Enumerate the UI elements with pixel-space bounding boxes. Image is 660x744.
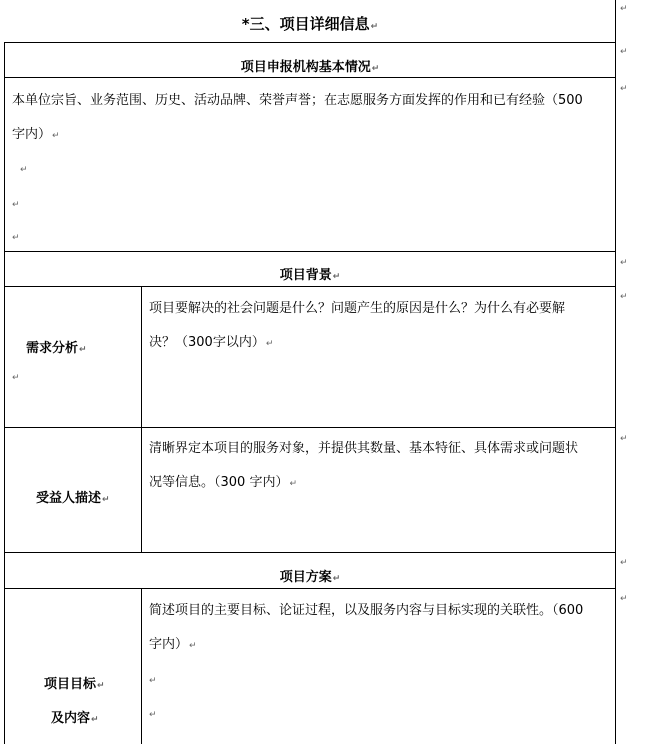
need-analysis-line: 决？（300字以内）	[149, 335, 265, 350]
page-title	[4, 13, 616, 34]
row-end-mark: ↵	[620, 558, 628, 568]
rule	[4, 251, 616, 252]
goals-line: 字内）	[149, 637, 189, 652]
rule	[141, 588, 142, 744]
paragraph-mark: ↵	[370, 22, 379, 32]
section-heading-background	[4, 264, 616, 283]
paragraph-mark: ↵	[91, 715, 99, 725]
need-analysis-line: 项目要解决的社会问题是什么？问题产生的原因是什么？为什么有必要解	[149, 301, 566, 316]
paragraph-mark: ↵	[20, 165, 28, 175]
goals-line: 简述项目的主要目标、论证过程，以及服务内容与目标实现的关联性。（600	[149, 603, 584, 618]
paragraph-mark: ↵	[149, 676, 157, 686]
beneficiary-text	[149, 432, 611, 501]
goals-label-text: 及内容	[51, 711, 91, 726]
row-end-mark: ↵	[620, 292, 628, 302]
section-heading-org	[4, 56, 616, 75]
paragraph-mark: ↵	[52, 131, 60, 141]
beneficiary-label	[36, 487, 110, 506]
paragraph-mark: ↵	[12, 373, 20, 383]
paragraph-mark: ↵	[289, 479, 297, 489]
row-end-mark: ↵	[620, 4, 628, 14]
row-end-mark: ↵	[620, 434, 628, 444]
rule	[4, 286, 616, 287]
beneficiary-line: 况等信息。（300 字内）	[149, 475, 289, 490]
paragraph-mark: ↵	[332, 272, 341, 282]
row-end-mark: ↵	[620, 594, 628, 604]
rule	[615, 0, 616, 744]
goals-label	[44, 673, 105, 692]
rule	[4, 42, 616, 43]
goals-label-line2	[51, 707, 99, 726]
paragraph-mark: ↵	[265, 339, 274, 349]
paragraph-mark: ↵	[102, 495, 110, 505]
paragraph-mark: ↵	[12, 233, 20, 243]
section-heading-text: 项目背景	[279, 268, 332, 283]
org-description-line: 本单位宗旨、业务范围、历史、活动品牌、荣誉声誉；在志愿服务方面发挥的作用和已有经验（500	[12, 93, 583, 108]
paragraph-mark: ↵	[97, 681, 105, 691]
paragraph-mark: ↵	[371, 64, 380, 74]
row-end-mark: ↵	[620, 258, 628, 268]
need-analysis-text	[149, 292, 611, 361]
need-analysis-label	[26, 337, 87, 356]
section-heading-text: 项目方案	[279, 570, 332, 585]
page-title-text: *三、项目详细信息	[241, 15, 370, 33]
beneficiary-label-text: 受益人描述	[36, 491, 102, 506]
goals-text	[149, 594, 611, 663]
paragraph-mark: ↵	[332, 574, 341, 584]
section-heading-text: 项目申报机构基本情况	[240, 60, 371, 75]
paragraph-mark: ↵	[79, 345, 87, 355]
row-end-mark: ↵	[620, 84, 628, 94]
beneficiary-line: 清晰界定本项目的服务对象，并提供其数量、基本特征、具体需求或问题状	[149, 441, 579, 456]
paragraph-mark: ↵	[12, 200, 20, 210]
rule	[141, 286, 142, 552]
goals-label-text: 项目目标	[44, 677, 97, 692]
org-description-line: 字内）	[12, 127, 52, 142]
paragraph-mark: ↵	[149, 710, 157, 720]
row-end-mark: ↵	[620, 47, 628, 57]
section-heading-plan	[4, 566, 616, 585]
paragraph-mark: ↵	[189, 641, 197, 651]
rule	[4, 552, 616, 553]
rule	[4, 42, 5, 744]
rule	[4, 588, 616, 589]
rule	[4, 77, 616, 78]
org-description	[12, 84, 612, 153]
rule	[4, 427, 616, 428]
need-analysis-label-text: 需求分析	[26, 341, 79, 356]
